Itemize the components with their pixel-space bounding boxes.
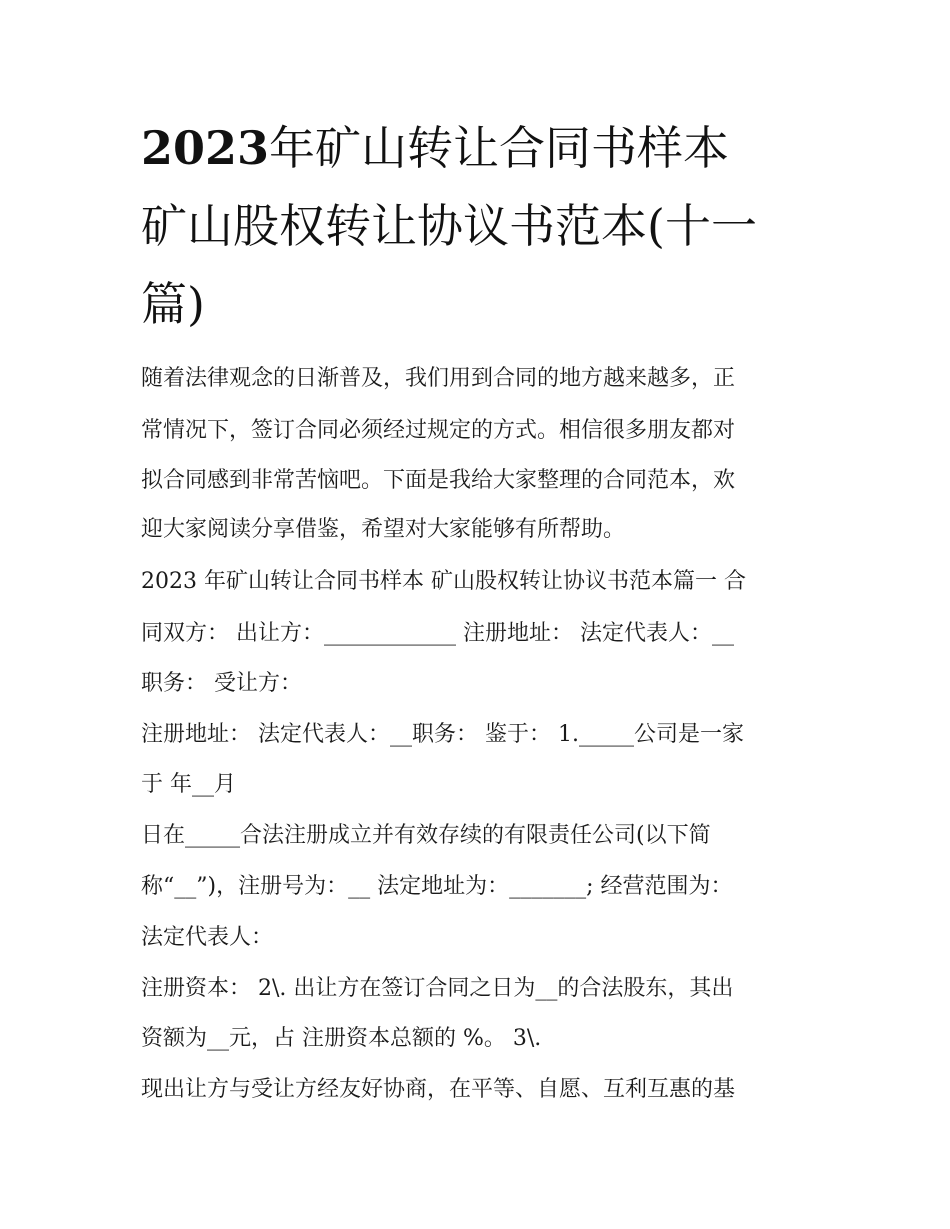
title-line-1-text: 年矿山转让合同书样本: [269, 121, 730, 175]
document-title-line-1: [141, 120, 729, 176]
body-line: 法定代表人：: [141, 925, 274, 950]
body-line: 称“__”)，注册号为：__ 法定地址为：_______; 经营范围为：: [141, 874, 733, 899]
body-line: 现出让方与受让方经友好协商，在平等、自愿、互利互惠的基: [141, 1077, 736, 1102]
body-line: 随着法律观念的日渐普及，我们用到合同的地方越来越多，正: [141, 366, 736, 391]
body-line: 注册地址： 法定代表人：__职务： 鉴于： 1._____公司是一家: [141, 722, 744, 747]
title-year: 2023: [141, 121, 270, 175]
body-line: 常情况下，签订合同必须经过规定的方式。相信很多朋友都对: [141, 418, 736, 443]
body-line: 拟合同感到非常苦恼吧。下面是我给大家整理的合同范本，欢: [141, 468, 736, 493]
body-line: 资额为__元，占 注册资本总额的 %。 3\.: [141, 1026, 542, 1051]
body-line: 职务： 受让方：: [141, 671, 302, 696]
document-title-line-3: 篇): [141, 277, 205, 331]
document-title-line-2: 矿山股权转让协议书范本(十一: [141, 199, 757, 253]
body-line: 迎大家阅读分享借鉴，希望对大家能够有所帮助。: [141, 517, 626, 542]
body-line: 2023 年矿山转让合同书样本 矿山股权转让协议书范本篇一 合: [141, 569, 746, 594]
body-line: 注册资本： 2\. 出让方在签订合同之日为__的合法股东，其出: [141, 976, 734, 1001]
body-line: 同双方： 出让方：____________ 注册地址： 法定代表人：__: [141, 621, 734, 646]
body-line: 于 年__月: [141, 772, 236, 797]
body-line: 日在_____合法注册成立并有效存续的有限责任公司(以下简: [141, 823, 711, 848]
